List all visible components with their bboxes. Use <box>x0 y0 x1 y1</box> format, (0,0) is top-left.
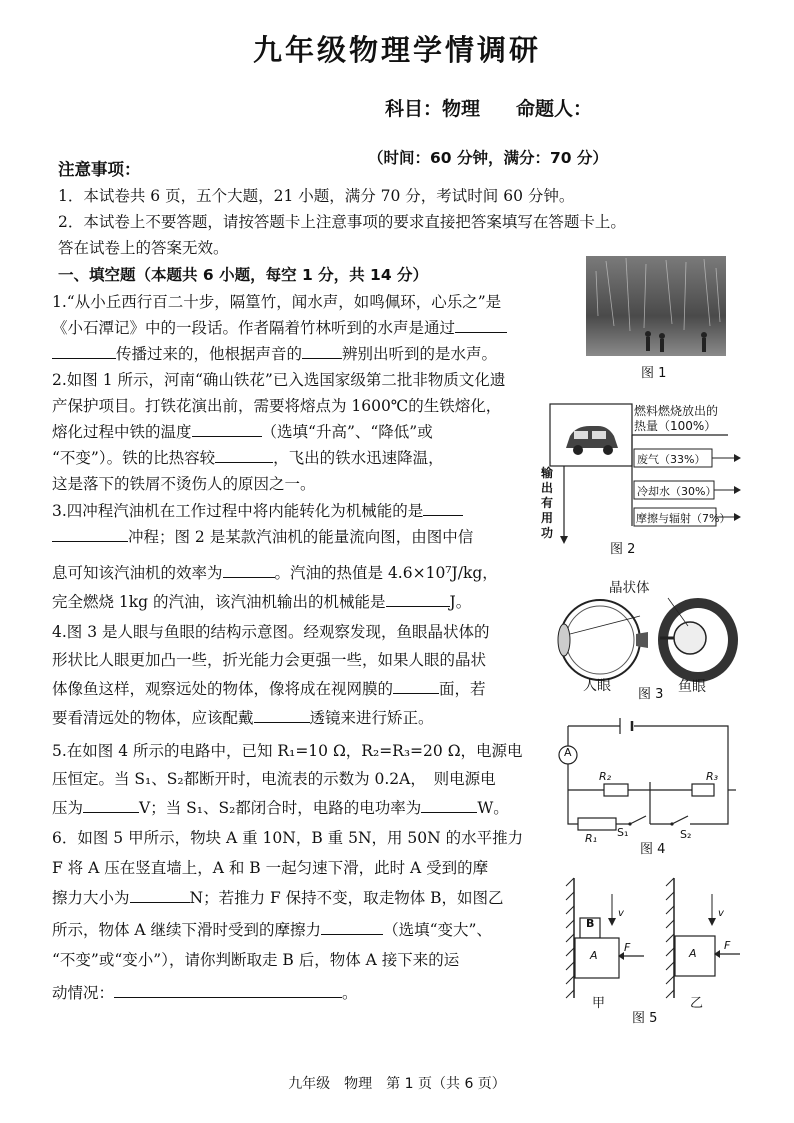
subject-label: 科目：物理 <box>385 98 481 120</box>
note-item-2b: 答在试卷上的答案无效。 <box>58 239 229 257</box>
figure-4-r2-label: R₂ <box>599 770 612 783</box>
q5-line-2: 压恒定。当 S₁、S₂都断开时，电流表的示数为 0.2A， 则电源电 <box>52 770 496 788</box>
section-heading: 一、填空题（本题共 6 小题，每空 1 分，共 14 分） <box>58 266 429 284</box>
fish-eye-icon <box>658 598 738 682</box>
q6-line-1: 6．如图 5 甲所示，物块 A 重 10N，B 重 5N，用 50N 的水平推力 <box>52 829 524 847</box>
figure-4-r3-label: R₃ <box>706 770 719 783</box>
figure-3-lens-label: 晶状体 <box>609 580 650 596</box>
time-info: （时间：60 分钟，满分：70 分） <box>368 149 608 167</box>
q2-line-1: 2.如图 1 所示，河南“确山铁花”已入选国家级第二批非物质文化遗 <box>52 371 506 389</box>
answer-blank <box>302 341 342 359</box>
q3-line-3: 息可知该汽油机的效率为 。汽油的热值是 4.6×10⁷J/kg， <box>52 560 498 586</box>
figure-3-caption: 图 3 <box>638 687 664 702</box>
figure-5-velocity-yi: v <box>718 908 724 919</box>
q3-line-2: 冲程；图 2 是某款汽油机的能量流向图，由图中信 <box>52 524 473 550</box>
answer-blank <box>386 589 450 607</box>
figure-2-cooling-label: 冷却水（30%） <box>637 485 717 498</box>
figure-2-useful-label: 输 出 有 用 功 <box>541 466 554 540</box>
figure-4-s1-label: S₁ <box>617 826 629 839</box>
answer-blank <box>192 419 262 437</box>
q6-line-5: “不变”或“变小”），请你判断取走 B 后，物体 A 接下来的运 <box>52 951 460 969</box>
figure-4-s2-label: S₂ <box>680 828 692 841</box>
q1-line-1: 1.“从小丘西行百二十步，隔篁竹，闻水声，如鸣佩环，心乐之”是 <box>52 293 502 311</box>
figure-1-photo <box>586 256 726 356</box>
page-title: 九年级物理学情调研 <box>252 33 541 67</box>
figure-5-caption: 图 5 <box>632 1011 658 1026</box>
figure-2-caption: 图 2 <box>610 542 636 557</box>
q3-line-1: 3.四冲程汽油机在工作过程中将内能转化为机械能的是 <box>52 498 463 524</box>
answer-blank <box>114 980 342 998</box>
answer-blank <box>215 445 273 463</box>
answer-blank <box>254 705 310 723</box>
note-item-1: 1．本试卷共 6 页，五个大题，21 小题，满分 70 分，考试时间 60 分钟。 <box>58 187 575 205</box>
answer-blank <box>83 795 139 813</box>
figure-4-circuit <box>554 716 744 856</box>
figure-2-exhaust-label: 废气（33%） <box>637 453 706 466</box>
q2-line-5: 这是落下的铁屑不烫伤人的原因之一。 <box>52 475 316 493</box>
car-icon <box>566 426 618 455</box>
q4-line-3: 体像鱼这样，观察远处的物体，像将成在视网膜的 面，若 <box>52 676 486 702</box>
note-item-2: 2．本试卷上不要答题，请按答题卡上注意事项的要求直接把答案填写在答题卡上。 <box>58 213 626 231</box>
figure-5-jia-label: 甲 <box>592 996 606 1011</box>
figure-5-block-b: B <box>586 917 595 930</box>
figure-4-caption: 图 4 <box>640 842 666 857</box>
figure-5-yi-label: 乙 <box>690 996 704 1011</box>
q3-line-4: 完全燃烧 1kg 的汽油，该汽油机输出的机械能是 J。 <box>52 589 471 615</box>
q5-line-1: 5.在如图 4 所示的电路中，已知 R₁=10 Ω，R₂=R₃=20 Ω，电源电 <box>52 742 523 760</box>
figure-5-force-yi: F <box>724 939 731 952</box>
answer-blank <box>130 885 190 903</box>
figure-5-block-a-jia: A <box>590 949 598 962</box>
page-footer: 九年级 物理 第 1 页（共 6 页） <box>288 1076 506 1092</box>
figure-5-velocity-jia: v <box>618 908 624 919</box>
answer-blank <box>321 917 383 935</box>
q4-line-4: 要看清远处的物体，应该配戴 透镜来进行矫正。 <box>52 705 434 731</box>
figure-4-ammeter-label: A <box>564 746 572 759</box>
answer-blank <box>52 524 128 542</box>
figure-3-human-label: 人眼 <box>583 678 611 694</box>
human-eye-icon <box>558 600 648 680</box>
author-label: 命题人： <box>516 98 593 120</box>
figure-2-friction-label: 摩擦与辐射（7%） <box>636 512 731 525</box>
figure-3-fish-label: 鱼眼 <box>678 679 706 695</box>
subject-line <box>385 94 628 121</box>
figure-4-r1-label: R₁ <box>585 832 598 845</box>
q5-line-3: 压为 V；当 S₁、S₂都闭合时，电路的电功率为 W。 <box>52 795 509 821</box>
answer-blank <box>455 315 507 333</box>
q1-line-2: 《小石潭记》中的一段话。作者隔着竹林听到的水声是通过 <box>52 315 507 341</box>
q6-line-4: 所示，物体 A 继续下滑时受到的摩擦力 （选填“变大”、 <box>52 917 492 943</box>
q4-line-1: 4.图 3 是人眼与鱼眼的结构示意图。经观察发现，鱼眼晶状体的 <box>52 623 490 641</box>
answer-blank <box>421 795 477 813</box>
answer-blank <box>52 341 116 359</box>
q6-line-6: 动情况： 。 <box>52 980 358 1006</box>
figure-5-force-jia: F <box>624 941 631 954</box>
q4-line-2: 形状比人眼更加凸一些，折光能力会更强一些，如果人眼的晶状 <box>52 651 487 669</box>
q2-line-3: 熔化过程中铁的温度 （选填“升高”、“降低”或 <box>52 419 433 445</box>
q2-line-4: “不变”）。铁的比热容较 ，飞出的铁水迅速降温， <box>52 445 444 471</box>
answer-blank <box>393 676 439 694</box>
q6-line-2: F 将 A 压在竖直墙上，A 和 B 一起匀速下滑，此时 A 受到的摩 <box>52 859 489 877</box>
figure-1-caption: 图 1 <box>641 366 667 381</box>
notes-heading: 注意事项： <box>58 160 141 179</box>
figure-5-block-a-yi: A <box>689 947 697 960</box>
q6-line-3: 擦力大小为 N；若推力 F 保持不变，取走物体 B，如图乙 <box>52 885 504 911</box>
q1-line-3: 传播过来的，他根据声音的 辨别出听到的是水声。 <box>52 341 497 367</box>
answer-blank <box>223 560 275 578</box>
q2-line-2: 产保护项目。打铁花演出前，需要将熔点为 1600℃的生铁熔化， <box>52 397 502 415</box>
figure-2-total-label: 燃料燃烧放出的 热量（100%） <box>634 404 719 433</box>
figure-3-eyes <box>548 594 748 690</box>
answer-blank <box>423 498 463 516</box>
